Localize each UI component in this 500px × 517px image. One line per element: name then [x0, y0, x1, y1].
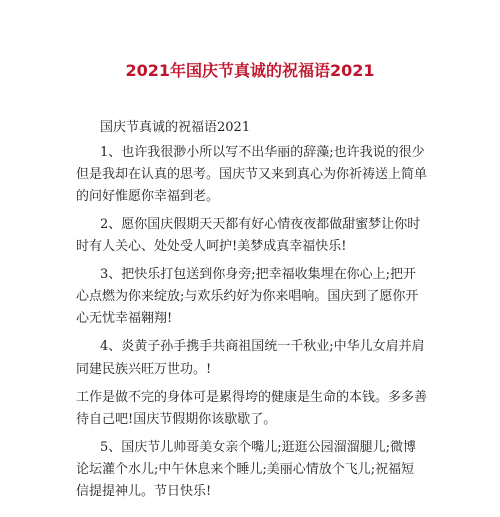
paragraph-line: 心点燃为你来绽放;与欢乐约好为你来唱响。国庆到了愿你开	[76, 289, 419, 304]
paragraph-line: 信提提神儿。节日快乐!	[76, 484, 212, 499]
paragraph-line: 论坛灌个水儿;中午休息来个睡儿;美丽心情放个飞儿;祝福短	[76, 462, 415, 477]
paragraph-line: 1、也许我很渺小所以写不出华丽的辞藻;也许我说的很少	[100, 145, 425, 160]
paragraph-line: 但是我却在认真的思考。国庆节又来到真心为你祈祷送上简单	[76, 167, 428, 182]
paragraph-line: 同建民族兴旺万世功。!	[76, 362, 212, 377]
paragraph-line: 国庆节真诚的祝福语2021	[100, 120, 251, 135]
paragraph-line: 4、炎黄子孙手携手共商祖国统一千秋业;中华儿女肩并肩	[100, 339, 425, 354]
paragraph-line: 心无忧幸福翱翔!	[76, 311, 173, 326]
paragraph-line: 5、国庆节儿帅哥美女亲个嘴儿;逛逛公园溜溜腿儿;微博	[100, 440, 417, 455]
paragraph-line: 待自己吧!国庆节假期你该歇歇了。	[76, 412, 277, 427]
paragraph-line: 的问好惟愿你幸福到老。	[76, 189, 220, 204]
paragraph-line: 工作是做不完的身体可是累得垮的健康是生命的本钱。多多善	[76, 390, 428, 405]
paragraph-line: 3、把快乐打包送到你身旁;把幸福收集埋在你心上;把开	[100, 267, 417, 282]
paragraph-line: 时有人关心、处处受人呵护!美梦成真幸福快乐!	[76, 239, 347, 254]
paragraph-line: 2、愿你国庆假期天天都有好心情夜夜都做甜蜜梦让你时	[100, 217, 421, 232]
page-title: 2021年国庆节真诚的祝福语2021	[125, 61, 375, 80]
